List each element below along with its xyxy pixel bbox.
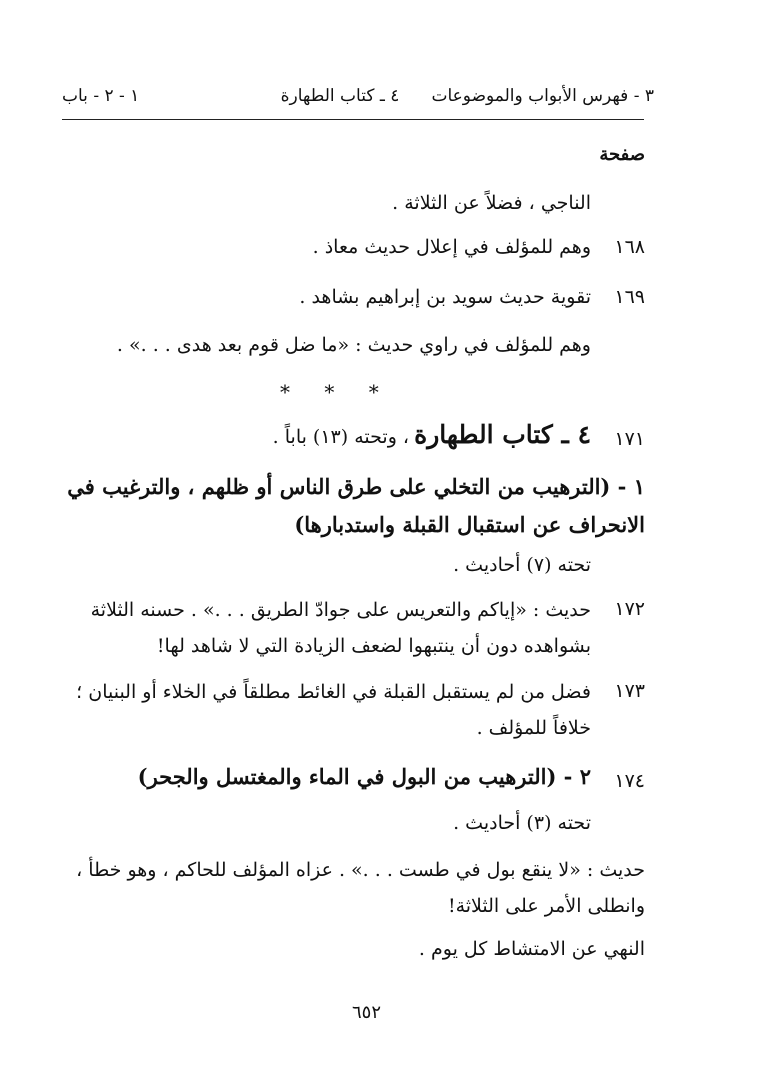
chapter-2-title: ٢ - (الترهيب من البول في الماء والمغتسل والجحر)	[137, 764, 591, 789]
index-entry-text: حديث : «إياكم والتعريس على جوادّ الطريق . . .» . حسنه الثلاثة بشواهده دون أن ينتبهوا لضعف الزيادة التي لا شاهد لها!	[90, 599, 591, 657]
header-book-title: ٤ ـ كتاب الطهارة	[280, 86, 400, 106]
index-entry-text: الناجي ، فضلاً عن الثلاثة .	[392, 192, 591, 214]
book-title: ٤ ـ كتاب الطهارة	[414, 420, 591, 449]
index-entry-text: وهم للمؤلف في راوي حديث : «ما ضل قوم بعد هدى . . .» .	[116, 334, 591, 356]
index-entry-number: ١٧٣	[614, 680, 645, 702]
index-entry-text: فضل من لم يستقبل القبلة في الغائط مطلقاً في الخلاء أو البنيان ؛ خلافاً للمؤلف .	[76, 681, 591, 739]
page-column-label: صفحة	[599, 144, 645, 165]
index-entry-number: ١٧٢	[614, 598, 645, 620]
index-entry-number: ١٦٩	[614, 286, 645, 308]
book-page-number: ١٧١	[614, 428, 645, 450]
chapter-2-page-number: ١٧٤	[614, 770, 645, 792]
index-entry-text: تقوية حديث سويد بن إبراهيم بشاهد .	[299, 286, 591, 308]
page-number: ٦٥٢	[352, 1002, 382, 1023]
section-separator: * * *	[280, 380, 393, 404]
index-entry-text: وهم للمؤلف في إعلال حديث معاذ .	[312, 236, 591, 258]
index-entry-number: ١٦٨	[614, 236, 645, 258]
chapter-1-title: ١ - (الترهيب من التخلي على طرق الناس أو ظلهم ، والترغيب في الانحراف عن استقبال القبلة واستدبارها)	[67, 474, 645, 537]
chapter-1-hadith-count: تحته (٧) أحاديث .	[453, 554, 591, 576]
header-chapter-range: ١ - ٢ - باب	[62, 86, 140, 106]
index-entry-text: النهي عن الامتشاط كل يوم .	[418, 938, 645, 960]
header-section-title: ٣ - فهرس الأبواب والموضوعات	[431, 86, 654, 106]
book-subtitle: ، وتحته (١٣) باباً .	[272, 426, 410, 448]
book-heading	[273, 420, 591, 449]
chapter-2-hadith-count: تحته (٣) أحاديث .	[453, 812, 591, 834]
index-entry-text: حديث : «لا ينقع بول في طست . . .» . عزاه المؤلف للحاكم ، وهو خطأ ، وانطلى الأمر على الثلاثة!	[76, 859, 645, 917]
header-rule	[62, 119, 644, 120]
